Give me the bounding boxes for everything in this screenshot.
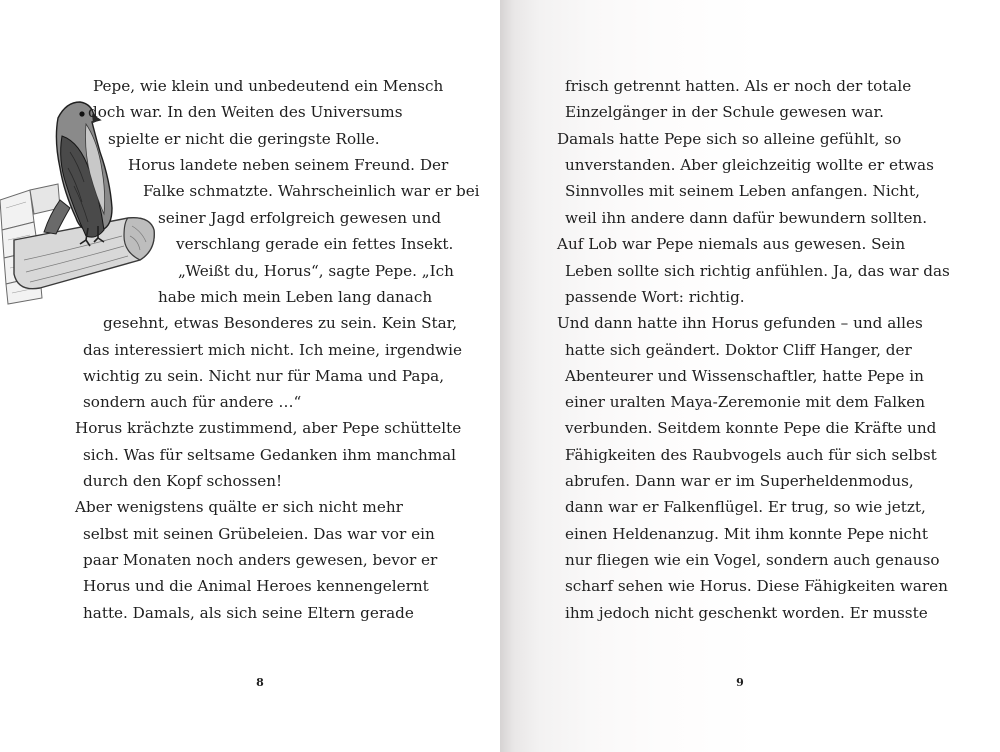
text-line: frisch getrennt hatten. Als er noch der totale — [565, 77, 912, 95]
text-line: verbunden. Seitdem konnte Pepe die Kräfte und — [565, 419, 937, 437]
text-line: unverstanden. Aber gleichzeitig wollte er etwas — [565, 156, 934, 174]
text-line: Sinnvolles mit seinem Leben anfangen. Nicht, — [565, 182, 920, 200]
text-line: nur fliegen wie ein Vogel, sondern auch genauso — [565, 551, 940, 569]
text-line: sich. Was für seltsame Gedanken ihm manchmal — [83, 446, 457, 464]
text-line: Damals hatte Pepe sich so alleine gefühlt, so — [557, 130, 902, 148]
text-line: das interessiert mich nicht. Ich meine, irgendwie — [83, 341, 463, 359]
text-line: selbst mit seinen Grübeleien. Das war vor ein — [83, 525, 435, 543]
text-line: scharf sehen wie Horus. Diese Fähigkeiten waren — [565, 577, 948, 595]
text-line: Und dann hatte ihn Horus gefunden – und alles — [557, 314, 923, 332]
text-line: hatte. Damals, als sich seine Eltern gerade — [83, 604, 414, 622]
text-line: verschlang gerade ein fettes Insekt. — [176, 235, 454, 253]
text-line: hatte sich geändert. Doktor Cliff Hanger, der — [565, 341, 912, 359]
text-line: Horus landete neben seinem Freund. Der — [128, 156, 449, 174]
text-line: Horus und die Animal Heroes kennengelernt — [83, 577, 429, 595]
text-line: abrufen. Dann war er im Superheldenmodus, — [565, 472, 914, 490]
text-line: dann war er Falkenflügel. Er trug, so wie jetzt, — [565, 498, 926, 516]
right-page — [500, 0, 1000, 752]
text-line: durch den Kopf schossen! — [83, 472, 283, 490]
text-line: gesehnt, etwas Besonderes zu sein. Kein Star, — [103, 314, 458, 332]
text-line: sondern auch für andere …“ — [83, 393, 302, 411]
text-line: Pepe, wie klein und unbedeutend ein Mensch — [93, 77, 444, 95]
text-line: wichtig zu sein. Nicht nur für Mama und Papa, — [83, 367, 445, 385]
page-number: 9 — [736, 676, 744, 689]
text-line: Horus krächzte zustimmend, aber Pepe schüttelte — [75, 419, 462, 437]
page-number: 8 — [256, 676, 264, 689]
text-line: Einzelgänger in der Schule gewesen war. — [565, 103, 884, 121]
text-line: Auf Lob war Pepe niemals aus gewesen. Sein — [557, 235, 906, 253]
text-line: einer uralten Maya-Zeremonie mit dem Falken — [565, 393, 926, 411]
text-line: weil ihn andere dann dafür bewundern sollten. — [565, 209, 928, 227]
text-line: spielte er nicht die geringste Rolle. — [108, 130, 380, 148]
text-line: paar Monaten noch anders gewesen, bevor er — [83, 551, 438, 569]
text-line: einen Heldenanzug. Mit ihm konnte Pepe nicht — [565, 525, 928, 543]
text-line: „Weißt du, Horus“, sagte Pepe. „Ich — [178, 262, 454, 280]
text-line: habe mich mein Leben lang danach — [158, 288, 433, 306]
text-line: passende Wort: richtig. — [565, 288, 745, 306]
text-line: doch war. In den Weiten des Universums — [88, 103, 403, 121]
text-line: Fähigkeiten des Raubvogels auch für sich selbst — [565, 446, 937, 464]
text-line: Abenteurer und Wissenschaftler, hatte Pepe in — [565, 367, 924, 385]
text-line: Leben sollte sich richtig anfühlen. Ja, das war das — [565, 262, 950, 280]
text-line: Aber wenigstens quälte er sich nicht mehr — [75, 498, 403, 516]
text-line: seiner Jagd erfolgreich gewesen und — [158, 209, 442, 227]
text-line: ihm jedoch nicht geschenkt worden. Er musste — [565, 604, 928, 622]
text-line: Falke schmatzte. Wahrscheinlich war er bei — [143, 182, 480, 200]
